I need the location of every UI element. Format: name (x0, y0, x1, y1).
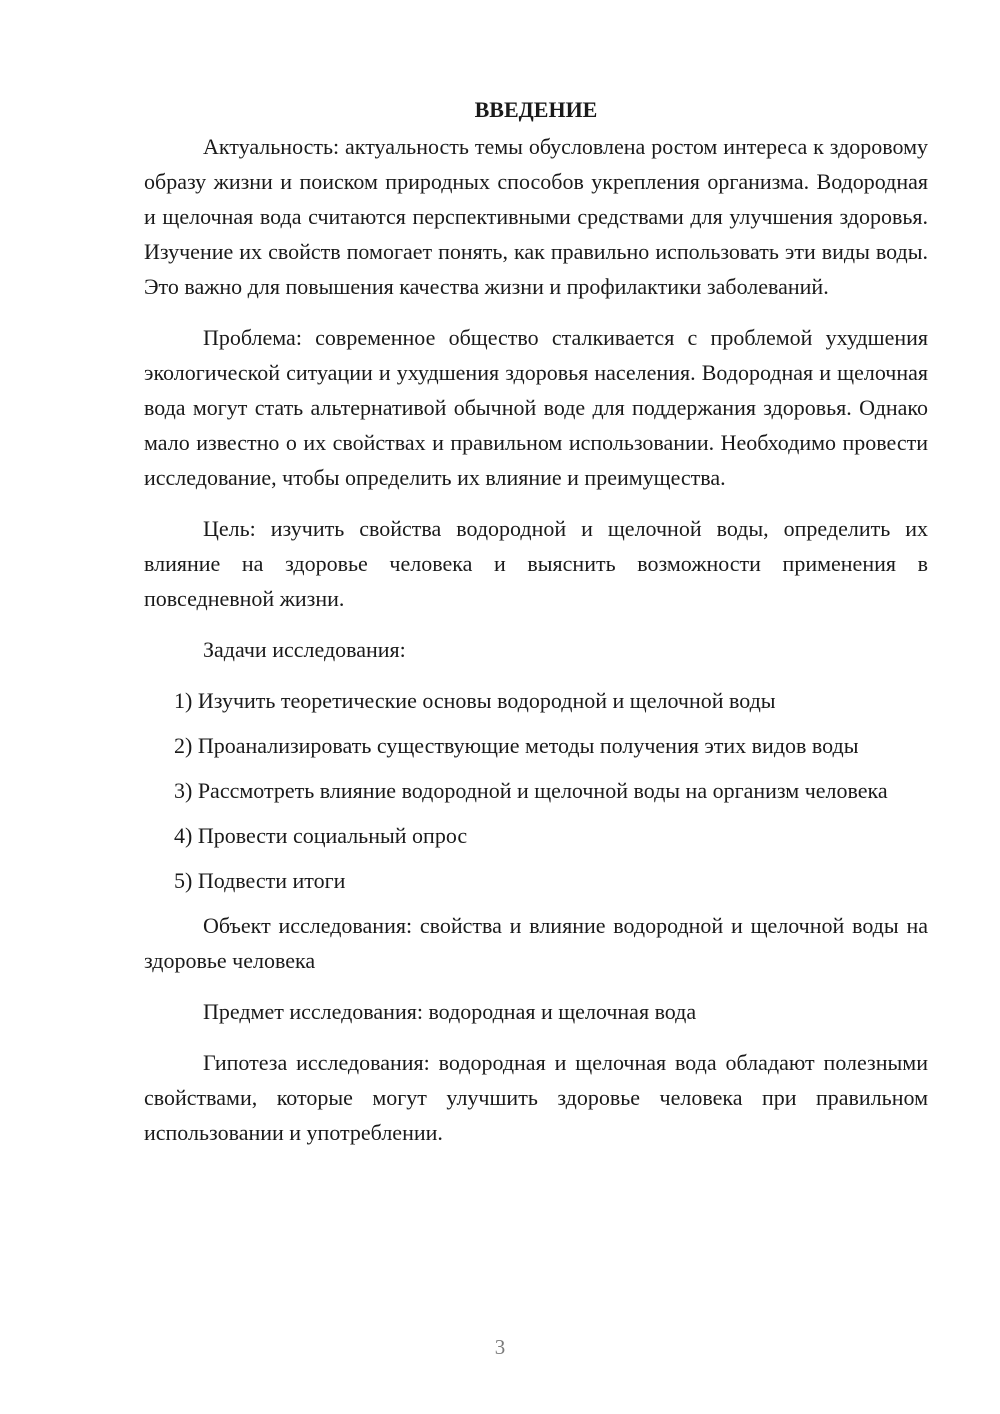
page-content (144, 92, 928, 1166)
object-paragraph: Объект исследования: свойства и влияние водородной и щелочной воды на здоровье человека (144, 913, 928, 973)
section-heading: ВВЕДЕНИЕ (474, 97, 598, 122)
task-item-3: 3) Рассмотреть влияние водородной и щелочной воды на организм человека (174, 778, 888, 803)
goal-paragraph: Цель: изучить свойства водородной и щелочной воды, определить их влияние на здоровье человека и выяснить возможности применения в повседневной жизни. (144, 516, 928, 611)
task-item-1: 1) Изучить теоретические основы водородной и щелочной воды (174, 688, 776, 713)
relevance-paragraph: Актуальность: актуальность темы обусловлена ростом интереса к здоровому образу жизни и поиском природных способов укрепления организма. Водородная и щелочная вода считаются перспективными средствами для улучшения здоровья. Изучение их свойств помогает понять, как правильно использовать эти виды воды. Это важно для повышения качества жизни и профилактики заболеваний. (144, 134, 928, 299)
problem-paragraph: Проблема: современное общество сталкивается с проблемой ухудшения экологической ситуации и ухудшения здоровья населения. Водородная и щелочная вода могут стать альтернативой обычной воде для поддержания здоровья. Однако мало известно о их свойствах и правильном использовании. Необходимо провести исследование, чтобы определить их влияние и преимущества. (144, 325, 928, 490)
task-item-5: 5) Подвести итоги (174, 868, 346, 893)
task-item-4: 4) Провести социальный опрос (174, 823, 468, 848)
subject-paragraph: Предмет исследования: водородная и щелочная вода (203, 999, 697, 1024)
page-number: 3 (494, 1335, 506, 1359)
tasks-title: Задачи исследования: (203, 637, 406, 662)
hypothesis-paragraph: Гипотеза исследования: водородная и щелочная вода обладают полезными свойствами, которые могут улучшить здоровье человека при правильном использовании и употреблении. (144, 1050, 928, 1145)
task-item-2: 2) Проанализировать существующие методы получения этих видов воды (174, 733, 859, 758)
